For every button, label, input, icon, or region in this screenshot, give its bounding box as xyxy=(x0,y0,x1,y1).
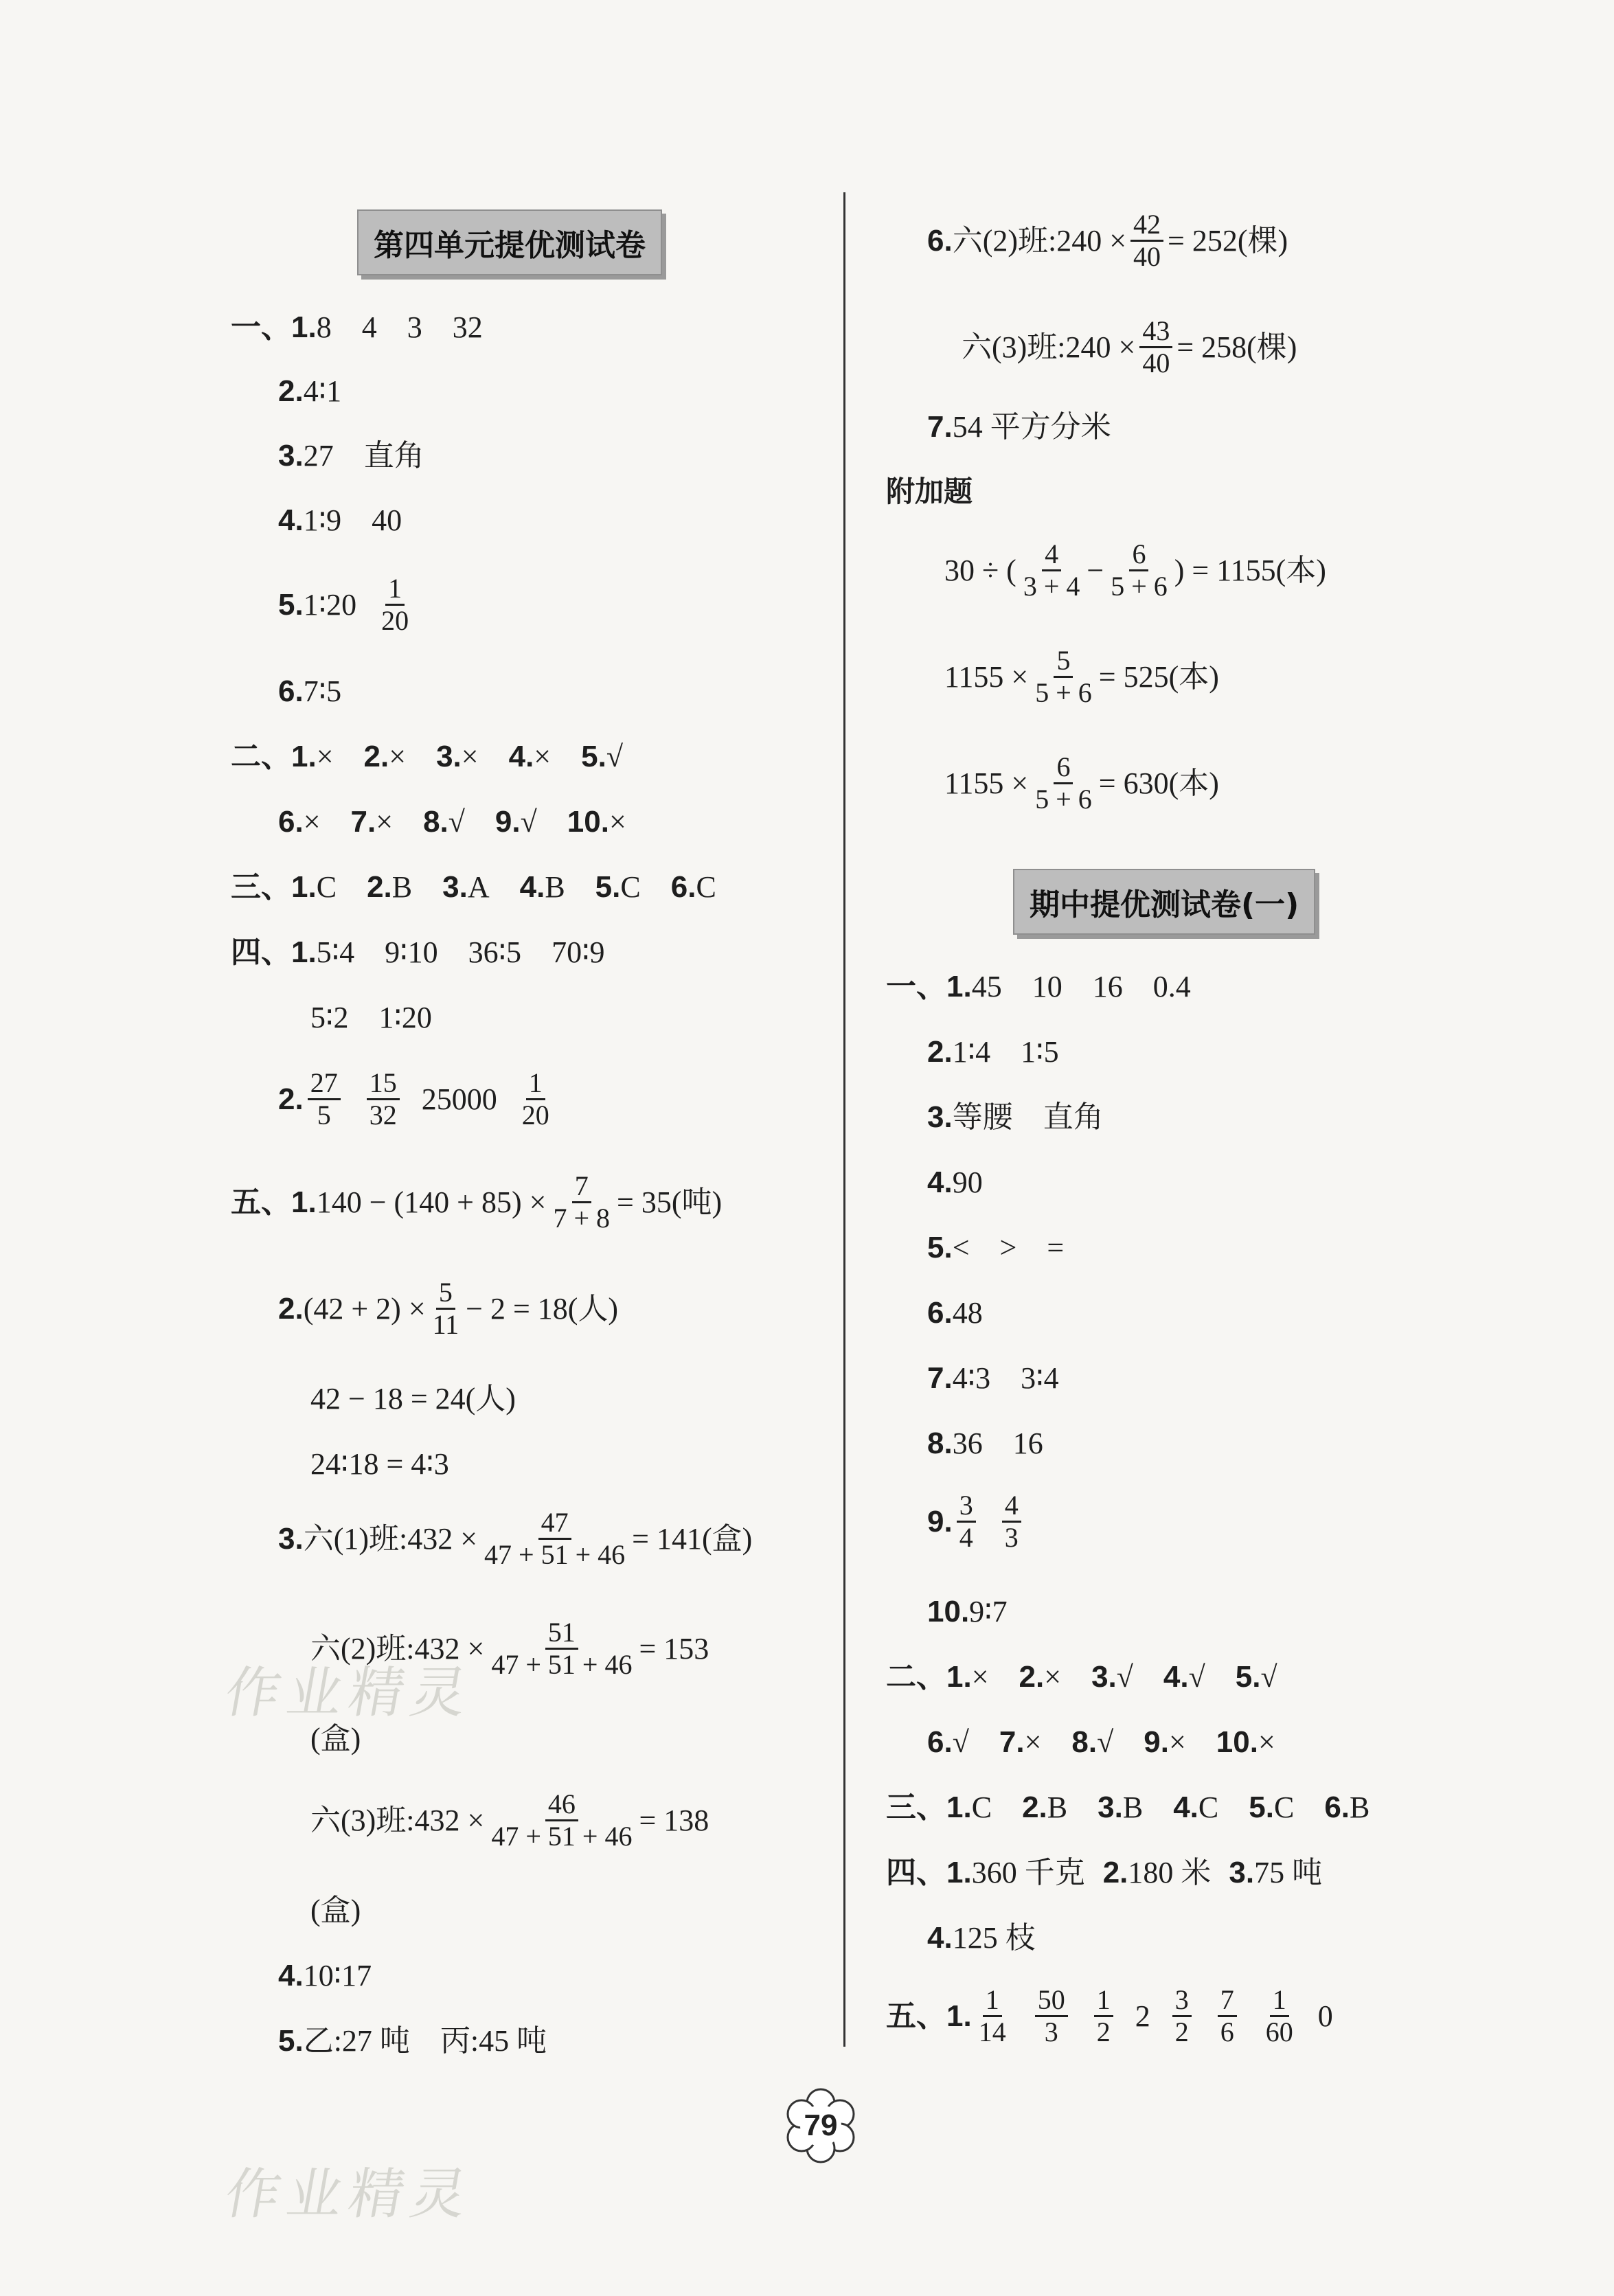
section-title-unit4: 第四单元提优测试卷 xyxy=(357,209,662,275)
fraction: $\frac{4}{3}$ xyxy=(1002,1490,1021,1553)
fraction: $\frac{3}{2}$ xyxy=(1172,1985,1192,2047)
section-title-midterm: 期中提优测试卷(一) xyxy=(1013,869,1315,935)
fraction: $\frac{1}{14}$ xyxy=(978,1984,1006,2047)
mid-1-10: 10. 9∶7 xyxy=(927,1595,1008,1628)
mid-1-2: 2. 1∶4 1∶5 xyxy=(927,1035,1059,1069)
answer-r6: 6. 六(2)班:240 × $\frac{42}{40}$ = 252(棵) xyxy=(927,209,1288,272)
fraction: $\frac{1}{20}$ xyxy=(521,1067,549,1130)
answer-5-2b: 42 − 18 = 24(人) xyxy=(310,1382,516,1416)
answer-2-row2: 6. × 7. × 8. √ 9. √ 10. × xyxy=(278,805,626,839)
mid-2-row1: 二、1. × 2. × 3. √ 4. √ 5. √ xyxy=(886,1660,1277,1694)
answer-5-3b-unit: (盒) xyxy=(310,1722,361,1755)
mid-1-8: 8. 36 16 xyxy=(927,1427,1043,1460)
mid-2-row2: 6. √ 7. × 8. √ 9. × 10. × xyxy=(927,1725,1275,1759)
answer-1-5: 5. 1∶20 $\frac{1}{20}$ xyxy=(278,573,416,636)
fraction: $\frac{43}{40}$ xyxy=(1139,316,1172,378)
fraction: $\frac{46}{47 + 51 + 46}$ xyxy=(491,1788,633,1852)
answer-4-1b: 5∶2 1∶20 xyxy=(310,1001,432,1034)
fraction: $\frac{15}{32}$ xyxy=(367,1068,400,1130)
fraction: $\frac{42}{40}$ xyxy=(1130,209,1163,272)
answer-r7: 7. 54 平方分米 xyxy=(927,410,1111,444)
answer-5-3c: 六(3)班:432 × $\frac{46}{47 + 51 + 46}$ = 138 xyxy=(310,1788,709,1852)
answer-3: 三、1. C 2. B 3. A 4. B 5. C 6. C xyxy=(231,870,716,904)
mid-5-1: 五、1. $\frac{1}{14}$ $\frac{50}{3}$ $\frac{1}{2}$ 2 $\frac{3}{2}$ $\frac{7}{6}$ $\frac{1}{60}$ 0 xyxy=(886,1984,1333,2047)
mid-1-7: 7. 4∶3 3∶4 xyxy=(927,1361,1059,1395)
fraction: $\frac{27}{5}$ xyxy=(308,1068,341,1130)
mid-3: 三、1. C 2. B 3. B 4. C 5. C 6. B xyxy=(886,1791,1370,1824)
fraction: $\frac{3}{4}$ xyxy=(957,1490,976,1553)
watermark-text: 作业精灵 xyxy=(220,1661,479,1725)
mid-1-3: 3. 等腰 直角 xyxy=(927,1100,1104,1134)
answer-4-1: 四、1. 5∶4 9∶10 36∶5 70∶9 xyxy=(231,935,605,969)
answer-1-6: 6. 7∶5 xyxy=(278,674,342,708)
fraction: $\frac{5}{5 + 6}$ xyxy=(1035,645,1092,708)
mid-1-4: 4. 90 xyxy=(927,1166,983,1199)
mid-1-1: 一、1. 45 10 16 0.4 xyxy=(886,970,1191,1003)
answer-1-2: 2. 4∶1 xyxy=(278,374,342,408)
watermark-text-bottom: 作业精灵 xyxy=(220,2162,479,2226)
answer-5-4: 4. 10∶17 xyxy=(278,1959,372,1992)
fraction: $\frac{50}{3}$ xyxy=(1035,1985,1068,2047)
fraction: $\frac{1}{60}$ xyxy=(1265,1984,1293,2047)
answer-1-1: 一、1. 8 4 3 32 xyxy=(231,310,483,344)
fraction: $\frac{7}{6}$ xyxy=(1218,1985,1237,2047)
extra-eq-3: 1155 × $\frac{6}{5 + 6}$ = 630(本) xyxy=(944,751,1219,815)
page-number xyxy=(783,2088,859,2163)
answer-5-3b: 六(2)班:432 × $\frac{51}{47 + 51 + 46}$ = 153 xyxy=(310,1617,709,1680)
mid-4-4: 4. 125 枝 xyxy=(927,1921,1036,1955)
answer-4-2: 2. $\frac{27}{5}$ $\frac{15}{32}$ 25000 $\frac{1}{20}$ xyxy=(278,1068,556,1130)
page-number-text: 79 xyxy=(804,2109,838,2142)
mid-1-9: 9. $\frac{3}{4}$ $\frac{4}{3}$ xyxy=(927,1490,1025,1553)
answer-1-4: 4. 1∶9 40 xyxy=(278,503,402,537)
fraction: $\frac{4}{3 + 4}$ xyxy=(1023,538,1080,602)
answer-5-1: 五、1. 140 − (140 + 85) × $\frac{7}{7 + 8}$ = 35(吨) xyxy=(231,1170,723,1234)
fraction: $\frac{1}{2}$ xyxy=(1094,1985,1113,2047)
fraction: $\frac{51}{47 + 51 + 46}$ xyxy=(491,1617,633,1680)
fraction: $\frac{6}{5 + 6}$ xyxy=(1035,751,1092,815)
answer-5-2: 2. (42 + 2) × $\frac{5}{11}$ − 2 = 18(人) xyxy=(278,1277,619,1340)
extra-eq-2: 1155 × $\frac{5}{5 + 6}$ = 525(本) xyxy=(944,645,1219,708)
answer-5-2c: 24∶18 = 4∶3 xyxy=(310,1447,449,1481)
answer-r6b: 六(3)班:240 × $\frac{43}{40}$ = 258(棵) xyxy=(962,315,1297,378)
fraction: $\frac{5}{11}$ xyxy=(432,1277,459,1340)
answer-5-5: 5. 乙:27 吨 丙:45 吨 xyxy=(278,2024,547,2058)
fraction: $\frac{7}{7 + 8}$ xyxy=(553,1170,611,1234)
fraction: $\frac{47}{47 + 51 + 46}$ xyxy=(484,1507,626,1570)
mid-1-6: 6. 48 xyxy=(927,1296,983,1330)
fraction: $\frac{6}{5 + 6}$ xyxy=(1111,538,1168,602)
fraction: $\frac{1}{20}$ xyxy=(381,573,409,636)
answer-1-3: 3. 27 直角 xyxy=(278,439,424,473)
answer-5-3c-unit: (盒) xyxy=(310,1894,361,1927)
extra-eq-1: 30 ÷ ( $\frac{4}{3 + 4}$ − $\frac{6}{5 + 6}$ ) = 1155(本) xyxy=(944,538,1326,602)
mid-4-1: 四、1. 360 千克 2. 180 米 3. 75 吨 xyxy=(886,1856,1323,1889)
extra-question-title: 附加题 xyxy=(886,475,973,508)
answer-2-row1: 二、1. × 2. × 3. × 4. × 5. √ xyxy=(231,740,623,773)
column-divider xyxy=(843,192,845,2047)
answer-5-3: 3. 六(1)班:432 × $\frac{47}{47 + 51 + 46}$ = 141(盒) xyxy=(278,1507,753,1570)
mid-1-5: 5. < > = xyxy=(927,1231,1065,1264)
